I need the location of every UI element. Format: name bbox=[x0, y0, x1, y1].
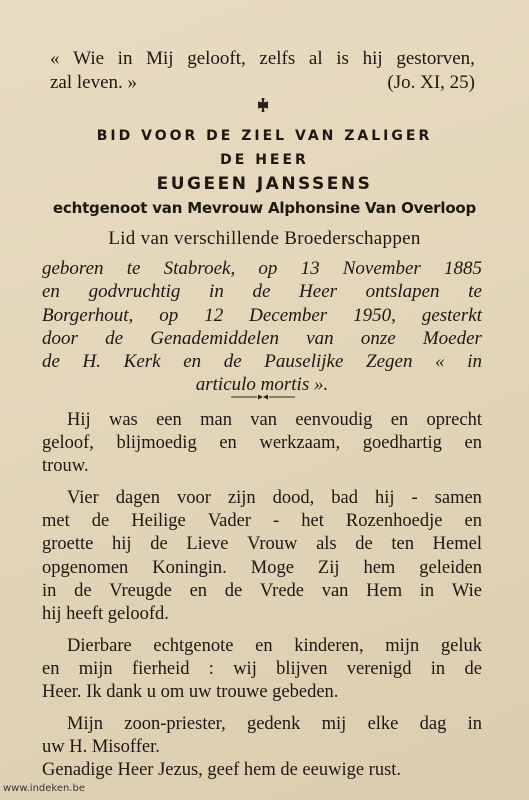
word: Vrede bbox=[259, 580, 304, 601]
word: Pauselijke bbox=[264, 351, 344, 373]
bio-line bbox=[42, 280, 482, 303]
word: Hemel bbox=[432, 534, 482, 555]
text-line bbox=[42, 658, 482, 681]
word: in bbox=[430, 658, 446, 679]
word: een bbox=[156, 410, 182, 430]
word: hem bbox=[363, 557, 396, 578]
word: van bbox=[321, 580, 349, 601]
bio-line-last: articulo mortis ». bbox=[195, 374, 329, 396]
word: onze bbox=[360, 327, 396, 349]
word: Zegen bbox=[366, 351, 413, 373]
word: : bbox=[208, 658, 214, 679]
word: Heilige bbox=[131, 511, 186, 532]
word: Hij bbox=[67, 410, 91, 430]
word: hij bbox=[362, 48, 383, 69]
word: in bbox=[467, 714, 482, 735]
spouse-line: echtgenoot van Mevrouw Alphonsine Van Overloop bbox=[52, 199, 477, 217]
text-line bbox=[42, 713, 482, 736]
word: was bbox=[108, 410, 138, 430]
word: Moeder bbox=[422, 327, 482, 349]
closing-prayer: Genadige Heer Jezus, geef hem de eeuwige rust. bbox=[42, 760, 402, 781]
word: Genademiddelen bbox=[150, 327, 279, 349]
word: en bbox=[183, 351, 202, 373]
word: de bbox=[150, 534, 168, 555]
text-line bbox=[42, 432, 482, 455]
cross-pattee-icon bbox=[256, 98, 270, 112]
text-line bbox=[42, 510, 482, 533]
word: blijmoedig bbox=[116, 433, 197, 454]
word: gesterkt bbox=[421, 304, 482, 326]
word: op bbox=[258, 258, 278, 279]
word: met bbox=[42, 511, 70, 532]
word: 12 bbox=[204, 304, 224, 326]
quote-line-2 bbox=[50, 71, 475, 95]
word: te bbox=[126, 258, 141, 279]
word: Kerk bbox=[123, 351, 161, 373]
word: fierheid bbox=[131, 658, 190, 679]
word: de bbox=[74, 580, 92, 601]
word: groette bbox=[42, 534, 94, 555]
word: de bbox=[224, 580, 243, 601]
word: als bbox=[316, 534, 337, 555]
word: zoon-priester, bbox=[124, 714, 226, 735]
membership-line: Lid van verschillende Broederschappen bbox=[108, 228, 421, 249]
word: Koningin. bbox=[152, 557, 227, 578]
word: in bbox=[42, 580, 57, 601]
word: ontslapen bbox=[365, 281, 440, 303]
text-line: Heer. Ik dank u om uw trouwe gebeden. bbox=[42, 682, 339, 703]
word: werkzaam, bbox=[259, 433, 341, 454]
deceased-name: EUGEEN JANSSENS bbox=[156, 174, 373, 194]
word: Wie bbox=[451, 580, 482, 601]
word: van bbox=[250, 410, 277, 430]
word: Vader bbox=[207, 511, 251, 532]
word: gedenk bbox=[246, 714, 301, 735]
word: en bbox=[42, 281, 60, 303]
word: al bbox=[308, 48, 323, 69]
word: ten bbox=[391, 534, 415, 555]
word: verenigd bbox=[346, 658, 412, 679]
word: wij bbox=[233, 658, 257, 679]
word: en bbox=[189, 580, 208, 601]
word: zijn bbox=[227, 488, 256, 509]
word: en bbox=[219, 433, 237, 454]
paragraph-final-days bbox=[42, 487, 482, 626]
text-line bbox=[42, 533, 482, 556]
word: geloof, bbox=[42, 433, 94, 454]
word: van bbox=[306, 327, 334, 349]
prayer-heading: BID VOOR DE ZIEL VAN ZALIGER bbox=[96, 128, 433, 144]
word: door bbox=[42, 327, 78, 349]
paragraph-son bbox=[42, 713, 482, 759]
word: mij bbox=[321, 714, 347, 735]
paragraph-family bbox=[42, 635, 482, 704]
title-heading: DE HEER bbox=[220, 152, 309, 168]
word: de bbox=[464, 658, 482, 679]
word: H. bbox=[82, 351, 102, 373]
word: Rozenhoedje bbox=[345, 511, 443, 532]
word: en bbox=[42, 658, 60, 679]
body-text bbox=[42, 409, 482, 782]
word: Hem bbox=[366, 580, 403, 601]
word: Dierbare bbox=[67, 635, 132, 656]
word: goedhartig bbox=[362, 433, 442, 454]
word: kinderen, bbox=[294, 635, 364, 656]
word: dagen bbox=[115, 488, 160, 509]
word: Lieve bbox=[186, 534, 229, 555]
word: voor bbox=[176, 488, 211, 509]
word: de bbox=[105, 327, 124, 349]
word: de bbox=[91, 511, 110, 532]
paragraph-character bbox=[42, 409, 482, 478]
text-line: trouw. bbox=[42, 456, 89, 477]
word: de bbox=[223, 351, 242, 373]
biography bbox=[42, 257, 482, 397]
word: gestorven, bbox=[396, 48, 475, 69]
word: bad bbox=[331, 488, 358, 509]
word: in bbox=[467, 351, 482, 373]
text-line: uw H. Misoffer. bbox=[42, 737, 160, 758]
word: Wie bbox=[73, 48, 105, 69]
word: man bbox=[200, 410, 232, 430]
word: Stabroek, bbox=[163, 258, 236, 279]
word: elke bbox=[367, 714, 399, 735]
word: de bbox=[42, 351, 60, 373]
word: Moge bbox=[250, 557, 294, 578]
word: dood, bbox=[272, 488, 315, 509]
word: mijn bbox=[385, 635, 420, 656]
word: Heer bbox=[299, 281, 338, 303]
text-line: hij heeft geloofd. bbox=[42, 603, 169, 624]
word: opgenomen bbox=[42, 557, 129, 578]
bio-line bbox=[42, 350, 482, 373]
word: en bbox=[464, 433, 482, 454]
word: blijven bbox=[276, 658, 328, 679]
word: samen bbox=[434, 488, 482, 509]
word: de bbox=[252, 281, 271, 303]
word: in bbox=[209, 281, 224, 303]
word: geboren bbox=[42, 258, 104, 279]
word: is bbox=[336, 48, 349, 69]
word: en bbox=[464, 511, 482, 532]
word: 1885 bbox=[444, 258, 482, 279]
word: in bbox=[117, 48, 133, 69]
word: het bbox=[301, 511, 324, 532]
word: zelfs bbox=[259, 48, 296, 69]
word: « bbox=[435, 351, 445, 373]
bio-line bbox=[42, 304, 482, 327]
word: hij bbox=[374, 488, 395, 509]
word: in bbox=[419, 580, 435, 601]
word: geluk bbox=[440, 635, 482, 656]
word: mijn bbox=[78, 658, 113, 679]
word: godvruchtig bbox=[88, 281, 181, 303]
text-line bbox=[42, 409, 482, 432]
word: 13 bbox=[300, 258, 320, 279]
word: December bbox=[249, 304, 328, 326]
word: de bbox=[355, 534, 373, 555]
word: dag bbox=[419, 714, 447, 735]
word: gelooft, bbox=[187, 48, 246, 69]
word: « bbox=[50, 48, 60, 69]
quote-reference: (Jo. XI, 25) bbox=[387, 72, 475, 93]
watermark: www.indeken.be bbox=[3, 783, 86, 794]
word: 1950, bbox=[353, 304, 396, 326]
word: Mij bbox=[146, 48, 174, 69]
word: op bbox=[159, 304, 179, 326]
word: geleiden bbox=[419, 557, 482, 578]
text-line bbox=[42, 580, 482, 603]
text-line bbox=[42, 487, 482, 510]
quote-text: zal leven. » bbox=[50, 72, 138, 93]
bio-line bbox=[42, 257, 482, 280]
word: en bbox=[255, 635, 273, 656]
word: oprecht bbox=[426, 410, 482, 430]
word: en bbox=[390, 410, 409, 430]
word: eenvoudig bbox=[295, 410, 373, 430]
ornament-divider-icon bbox=[231, 394, 295, 400]
word: Vreugde bbox=[109, 580, 172, 601]
word: Vrouw bbox=[247, 534, 298, 555]
bio-line bbox=[42, 327, 482, 350]
word: te bbox=[468, 281, 482, 303]
word: echtgenote bbox=[153, 635, 234, 656]
word: - bbox=[411, 488, 418, 509]
quote-line-1 bbox=[50, 47, 475, 71]
word: November bbox=[342, 258, 421, 279]
word: Mijn bbox=[67, 714, 103, 735]
text-line bbox=[42, 635, 482, 658]
text-line bbox=[42, 557, 482, 580]
word: Vier bbox=[67, 488, 99, 509]
word: hij bbox=[112, 534, 132, 555]
word: - bbox=[273, 511, 280, 532]
word: Zij bbox=[317, 557, 340, 578]
word: Borgerhout, bbox=[42, 304, 134, 326]
